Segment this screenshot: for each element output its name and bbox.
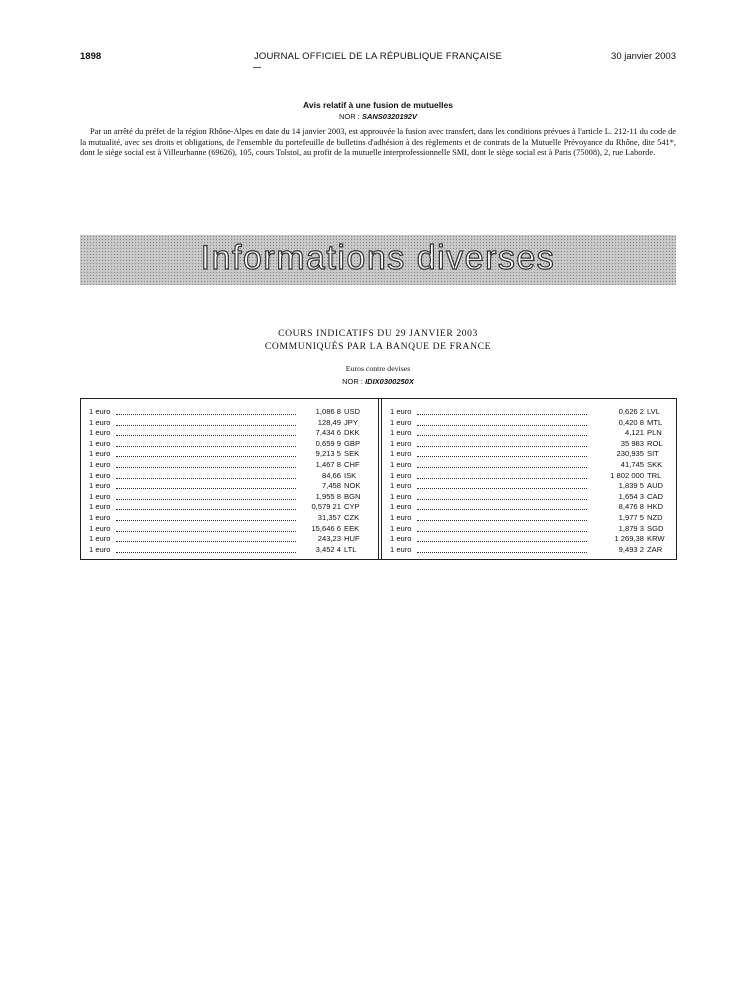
rate-value: 7,434 6	[315, 428, 341, 438]
currency-code: DKK	[344, 428, 360, 438]
rate-row	[89, 407, 369, 418]
currency-code: NZD	[647, 512, 663, 522]
currency-code: PLN	[647, 428, 662, 438]
rate-row	[390, 481, 670, 492]
currency-code: ISK	[344, 470, 357, 480]
rate-row	[89, 524, 369, 535]
rate-value: 35 983	[620, 438, 644, 448]
rate-label: 1 euro	[89, 534, 111, 544]
rates-right-column	[390, 407, 670, 555]
rate-value: 9,213 5	[315, 449, 341, 459]
cours-title-line2: COMMUNIQUÉS PAR LA BANQUE DE FRANCE	[264, 341, 492, 352]
leader-dots	[116, 414, 296, 415]
rate-value: 31,357	[317, 512, 341, 522]
rate-label: 1 euro	[390, 481, 412, 491]
rate-row	[390, 449, 670, 460]
column-divider	[378, 399, 382, 559]
rate-label: 1 euro	[89, 470, 111, 480]
leader-dots	[417, 446, 587, 447]
avis-nor	[80, 112, 676, 121]
currency-code: SKK	[647, 459, 663, 469]
leader-dots	[417, 499, 587, 500]
leader-dots	[116, 467, 296, 468]
rate-label: 1 euro	[390, 470, 412, 480]
rate-value: 243,23	[317, 534, 341, 544]
currency-code: GBP	[344, 438, 361, 448]
cours-nor-code: IDIX0300250X	[365, 377, 414, 386]
rate-value: 0,659 9	[315, 438, 341, 448]
currency-code: SEK	[344, 449, 360, 459]
rate-label: 1 euro	[89, 491, 111, 501]
cours-subtitle: Euros contre devises	[345, 364, 411, 373]
leader-dots	[417, 541, 587, 542]
header-divider	[253, 67, 261, 68]
rate-label: 1 euro	[89, 417, 111, 427]
leader-dots	[116, 509, 296, 510]
exchange-rate-table	[80, 398, 677, 560]
cours-nor	[80, 377, 676, 386]
rate-label: 1 euro	[89, 512, 111, 522]
currency-code: SIT	[647, 449, 659, 459]
leader-dots	[116, 478, 296, 479]
currency-code: CAD	[647, 491, 664, 501]
leader-dots	[417, 531, 587, 532]
avis-nor-label: NOR :	[339, 112, 360, 121]
rate-label: 1 euro	[89, 428, 111, 438]
rate-row	[89, 513, 369, 524]
leader-dots	[116, 541, 296, 542]
rate-label: 1 euro	[390, 407, 412, 416]
rate-row	[89, 439, 369, 450]
leader-dots	[116, 446, 296, 447]
leader-dots	[417, 488, 587, 489]
currency-code: KRW	[647, 534, 665, 544]
issue-date: 30 janvier 2003	[611, 51, 676, 62]
rate-row	[390, 534, 670, 545]
currency-code: LVL	[647, 407, 660, 416]
leader-dots	[116, 435, 296, 436]
avis-nor-code: SANS0320192V	[361, 112, 417, 121]
currency-code: TRL	[647, 470, 662, 480]
rate-row	[390, 428, 670, 439]
rate-row	[89, 460, 369, 471]
rate-row	[89, 449, 369, 460]
rate-value: 1,654 3	[618, 491, 644, 501]
rate-label: 1 euro	[89, 502, 111, 512]
currency-code: BGN	[344, 491, 361, 501]
currency-code: ROL	[647, 438, 663, 448]
currency-code: ZAR	[647, 544, 663, 554]
page-header	[80, 51, 676, 65]
rate-row	[390, 492, 670, 503]
rate-row	[390, 545, 670, 556]
leader-dots	[417, 509, 587, 510]
rate-value: 1 802 000	[610, 470, 644, 480]
leader-dots	[417, 414, 587, 415]
rate-label: 1 euro	[89, 523, 111, 533]
rate-value: 41,745	[620, 459, 644, 469]
rate-value: 8,476 8	[618, 502, 644, 512]
leader-dots	[116, 488, 296, 489]
leader-dots	[116, 499, 296, 500]
rate-row	[89, 534, 369, 545]
currency-code: LTL	[344, 544, 357, 554]
rate-value: 84,66	[321, 470, 341, 480]
leader-dots	[417, 425, 587, 426]
currency-code: SGD	[647, 523, 664, 533]
rate-value: 4,121	[624, 428, 644, 438]
rate-label: 1 euro	[89, 438, 111, 448]
rate-row	[390, 513, 670, 524]
section-banner	[80, 235, 676, 285]
cours-title-line1: COURS INDICATIFS DU 29 JANVIER 2003	[278, 328, 478, 339]
currency-code: AUD	[647, 481, 664, 491]
currency-code: HUF	[344, 534, 360, 544]
rate-value: 7,458	[321, 481, 341, 491]
rate-value: 3,452 4	[315, 544, 341, 554]
leader-dots	[116, 456, 296, 457]
banner-title: Informations diverses	[200, 239, 556, 277]
rate-value: 128,49	[317, 417, 341, 427]
rate-row	[390, 524, 670, 535]
rate-label: 1 euro	[390, 502, 412, 512]
cours-title	[80, 327, 676, 353]
rate-label: 1 euro	[390, 428, 412, 438]
page-number: 1898	[80, 51, 102, 62]
rate-value: 1,977 5	[618, 512, 644, 522]
avis-title: Avis relatif à une fusion de mutuelles	[303, 100, 453, 110]
rate-row	[390, 439, 670, 450]
leader-dots	[417, 478, 587, 479]
rate-label: 1 euro	[390, 438, 412, 448]
rate-label: 1 euro	[89, 449, 111, 459]
rate-value: 0,626 2	[618, 407, 644, 416]
rate-label: 1 euro	[390, 417, 412, 427]
currency-code: JPY	[344, 417, 358, 427]
currency-code: EEK	[344, 523, 360, 533]
leader-dots	[417, 520, 587, 521]
rate-value: 230,935	[616, 449, 644, 459]
rate-value: 1,955 8	[315, 491, 341, 501]
currency-code: HKD	[647, 502, 664, 512]
rate-row	[89, 471, 369, 482]
leader-dots	[417, 552, 587, 553]
rate-label: 1 euro	[390, 523, 412, 533]
rate-label: 1 euro	[89, 544, 111, 554]
rate-value: 0,420 8	[618, 417, 644, 427]
rate-value: 9,493 2	[618, 544, 644, 554]
leader-dots	[116, 531, 296, 532]
rate-row	[390, 407, 670, 418]
cours-nor-label: NOR :	[342, 377, 363, 386]
rate-value: 1,086 8	[315, 407, 341, 416]
rate-label: 1 euro	[390, 512, 412, 522]
leader-dots	[417, 456, 587, 457]
leader-dots	[417, 467, 587, 468]
rate-value: 1,467 8	[315, 459, 341, 469]
rate-label: 1 euro	[390, 544, 412, 554]
rate-label: 1 euro	[390, 534, 412, 544]
currency-code: MTL	[647, 417, 663, 427]
journal-title: JOURNAL OFFICIEL DE LA RÉPUBLIQUE FRANÇAISE	[253, 51, 503, 62]
currency-code: USD	[344, 407, 361, 416]
rate-row	[89, 418, 369, 429]
rate-row	[89, 545, 369, 556]
rates-left-column	[89, 407, 369, 555]
rate-label: 1 euro	[390, 459, 412, 469]
rate-row	[89, 481, 369, 492]
currency-code: NOK	[344, 481, 361, 491]
rate-row	[89, 428, 369, 439]
currency-code: CZK	[344, 512, 360, 522]
leader-dots	[116, 520, 296, 521]
rate-value: 15,646 6	[311, 523, 341, 533]
currency-code: CHF	[344, 459, 360, 469]
avis-body: Par un arrêté du préfet de la région Rhône-Alpes en date du 14 janvier 2003, est approuvée la fusion avec transfert, dans les conditions prévues à l'article L. 212-11 du code de la mutualité, avec ses droits et obligations, de l'ensemble du portefeuille de bulletins d'adhésion à des règlements et de contrats de la Mutuelle Prévoyance du Rhône, dite 541*, dont le siège social est à Villeurbanne (69626), 105, cours Tolstoï, au profit de la mutuelle interprofessionnelle SMI, dont le siège social est à Paris (75008), 2, rue Laborde.	[80, 127, 676, 158]
leader-dots	[116, 552, 296, 553]
rate-value: 1,879 3	[618, 523, 644, 533]
rate-row	[390, 418, 670, 429]
rate-label: 1 euro	[390, 449, 412, 459]
rate-row	[390, 460, 670, 471]
rate-row	[89, 492, 369, 503]
rate-value: 0,579 21	[311, 502, 341, 512]
rate-label: 1 euro	[89, 407, 111, 416]
rate-label: 1 euro	[89, 481, 111, 491]
rate-value: 1 269,38	[614, 534, 644, 544]
rate-row	[390, 471, 670, 482]
leader-dots	[417, 435, 587, 436]
leader-dots	[116, 425, 296, 426]
rate-label: 1 euro	[89, 459, 111, 469]
currency-code: CYP	[344, 502, 360, 512]
rate-label: 1 euro	[390, 491, 412, 501]
rate-value: 1,839 5	[618, 481, 644, 491]
rate-row	[89, 502, 369, 513]
rate-row	[390, 502, 670, 513]
